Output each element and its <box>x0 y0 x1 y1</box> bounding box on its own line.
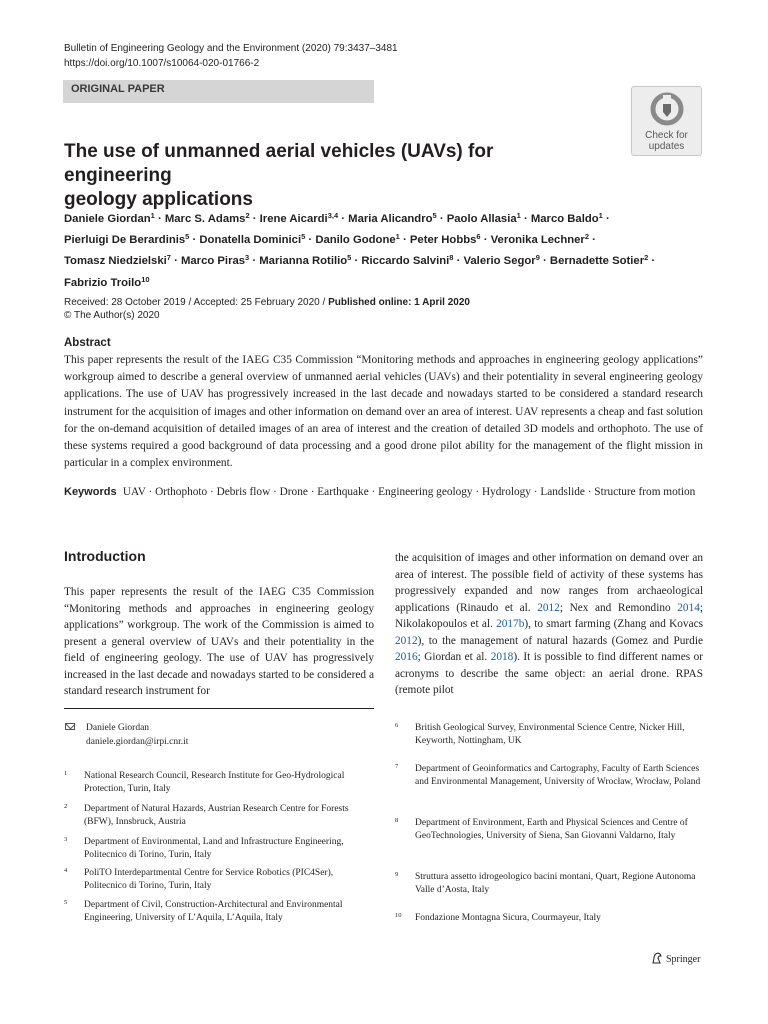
abstract-heading: Abstract <box>64 337 111 349</box>
citation-link[interactable]: 2018 <box>490 651 514 663</box>
author-name[interactable]: Irene Aicardi <box>259 213 328 225</box>
publisher-name: Springer <box>666 954 701 965</box>
footnote-divider <box>64 708 374 709</box>
author-affiliation: 3,4 <box>327 211 339 220</box>
author-affiliation: 8 <box>449 253 454 263</box>
author-name[interactable]: Peter Hobbs <box>409 234 477 247</box>
affiliation-number: 1 <box>64 770 68 777</box>
author-name[interactable]: Daniele Giordan <box>64 213 151 225</box>
affiliation-text: Department of Environment, Earth and Physical Sciences and Centre of GeoTechnologies, University of Siena, San Giovanni Valdarno, Italy <box>415 818 688 841</box>
author-name[interactable]: Pierluigi De Berardinis <box>64 234 186 247</box>
citation-link[interactable]: 2016 <box>395 651 418 663</box>
citation-link[interactable]: 2012 <box>537 601 560 614</box>
springer-horse-icon <box>651 952 663 964</box>
affiliation-text: Fondazione Montagna Sicura, Courmayeur, Italy <box>415 913 601 923</box>
affiliation-number: 10 <box>395 912 402 919</box>
dates-line <box>64 296 470 309</box>
author-line: Daniele Giordan$^1$ · Marc S. Adams$^2$ · Irene Aicardi$^{3,4}$ · Maria Alicandro$^5$ · Paolo Allasia$^1$ · Marco Baldo$^1$ · <box>64 211 610 225</box>
affiliation-number: 6 <box>395 722 399 729</box>
author-name[interactable]: Tomasz Niedzielski <box>64 255 167 268</box>
article-type-banner <box>63 80 374 103</box>
affiliation-item <box>395 912 703 925</box>
intro-text: ). It is possible to find different names or acronyms to describe the same object: an aerial drone. RPAS (remote pilot <box>395 651 703 696</box>
affiliation-item <box>64 770 374 796</box>
introduction-heading: Introduction <box>64 548 146 564</box>
keywords-label: Keywords <box>64 486 117 498</box>
affiliation-number: 5 <box>64 899 68 906</box>
intro-text: ), to smart farming (Zhang and Kovacs <box>524 618 703 630</box>
author-affiliation: 1 <box>516 211 521 220</box>
author-line: Tomasz Niedzielski$^7$ · Marco Piras$^3$ · Marianna Rotilio$^5$ · Riccardo Salvini$^8$ · Valerio Segor$^9$ · Bernadette Sotier$^2$ · <box>64 253 656 268</box>
author-affiliation: 5 <box>347 253 352 263</box>
author-affiliation: 3 <box>245 253 250 263</box>
author-affiliation: 1 <box>395 232 400 242</box>
author-affiliation: 2 <box>644 253 649 263</box>
author-affiliation: 9 <box>535 253 540 263</box>
affiliation-item <box>395 817 703 843</box>
publisher-logo <box>651 952 700 965</box>
check-for-updates-badge[interactable] <box>631 86 702 156</box>
received-accepted: Received: 28 October 2019 / Accepted: 25 February 2020 / <box>64 297 329 308</box>
author-affiliation: 7 <box>166 253 171 263</box>
affiliation-text: National Research Council, Research Institute for Geo-Hydrological Protection, Turin, Italy <box>84 771 345 794</box>
intro-text: ; Nex and Remondino <box>559 601 678 614</box>
abstract-text: This paper represents the result of the IAEG C35 Commission “Monitoring methods and approaches in engineering geology applications” workgroup aimed to describe a general overview of unmanned aerial vehicles (UAVs) and their potentiality in several engineering geology applications. The use of UAV has progressively increased in the last decade and nowadays started to be considered a standard research instrument for the acquisition of images and other information on demand over an area of interest. UAV represents a cheap and fast solution for the on-demand acquisition of detailed images of an area of interest and the creation of detailed 3D models and orthophoto. The use of these systems required a good background of data processing and a good drone pilot ability for the management of the flight mission in particular in a complex environment. <box>64 354 703 470</box>
affiliation-item <box>64 867 374 893</box>
citation-link[interactable]: 2017b <box>496 618 525 630</box>
affiliation-number: 3 <box>64 836 68 843</box>
author-name[interactable]: Donatella Dominici <box>199 234 302 247</box>
author-line <box>64 271 704 292</box>
author-affiliation: 2 <box>245 211 250 220</box>
affiliation-number: 4 <box>64 867 68 874</box>
affiliation-item <box>64 899 374 925</box>
affiliation-item <box>395 871 703 897</box>
affiliation-text: British Geological Survey, Environmental Science Centre, Nicker Hill, Keyworth, Nottingham, UK <box>415 723 685 746</box>
author-name[interactable]: Fabrizio Troilo <box>64 276 142 289</box>
author-affiliation: 5 <box>432 211 437 220</box>
author-affiliation: 1 <box>150 211 155 220</box>
intro-text: ; Giordan et al. <box>417 651 491 663</box>
affiliation-item <box>64 836 374 862</box>
author-name[interactable]: Bernadette Sotier <box>549 255 645 268</box>
author-name[interactable]: Veronika Lechner <box>490 234 585 247</box>
crossmark-icon <box>650 92 684 126</box>
author-name[interactable]: Marc S. Adams <box>164 213 246 225</box>
corresponding-author <box>64 721 188 749</box>
contact-email[interactable]: daniele.giordan@irpi.cnr.it <box>86 737 189 747</box>
copyright-notice: © The Author(s) 2020 <box>64 310 160 321</box>
author-affiliation: 10 <box>141 274 150 284</box>
article-type-label: ORIGINAL PAPER <box>71 83 165 95</box>
contact-name: Daniele Giordan <box>86 723 150 733</box>
affiliation-text: Department of Natural Hazards, Austrian Research Centre for Forests (BFW), Innsbruck, Austria <box>84 804 349 827</box>
envelope-icon <box>65 723 75 730</box>
affiliation-item <box>395 722 703 748</box>
affiliation-number: 2 <box>64 803 68 810</box>
title-line-2: geology applications <box>64 189 253 210</box>
author-list <box>64 207 704 292</box>
journal-header <box>64 41 398 71</box>
author-name[interactable]: Marco Baldo <box>530 213 599 225</box>
author-affiliation: 5 <box>301 232 306 242</box>
intro-right-column <box>395 550 703 699</box>
keywords <box>64 484 703 501</box>
author-name[interactable]: Riccardo Salvini <box>361 255 450 268</box>
published-online: Published online: 1 April 2020 <box>328 297 470 308</box>
author-name[interactable]: Marianna Rotilio <box>259 255 348 268</box>
intro-text: the acquisition of images and other information on demand over an area of interest. The possible field of activity of these systems has progressively expanded and now ranges from archaeological applications (Rinaudo et al. <box>395 552 703 614</box>
citation-link[interactable]: 2014 <box>677 601 700 614</box>
author-name[interactable]: Maria Alicandro <box>348 213 433 225</box>
doi-link[interactable]: https://doi.org/10.1007/s10064-020-01766-2 <box>64 58 260 69</box>
affiliation-item <box>395 763 703 789</box>
paper-title <box>64 140 584 212</box>
author-name[interactable]: Valerio Segor <box>463 255 536 268</box>
affiliation-text: PoliTO Interdepartmental Centre for Service Robotics (PIC4Ser), Politecnico di Torino, Turin, Italy <box>84 868 334 891</box>
author-affiliation: 1 <box>598 211 603 220</box>
author-line: Pierluigi De Berardinis$^5$ · Donatella Dominici$^5$ · Danilo Godone$^1$ · Peter Hobbs$^6$ · Veronika Lechner$^2$ · <box>64 232 596 247</box>
intro-text: ; Nikolakopoulos et al. <box>395 601 703 630</box>
intro-left-column: This paper represents the result of the IAEG C35 Commission “Monitoring methods and approaches in engineering geology applications” workgroup. The work of the Commission is aimed to present a general overview of UAVs and their potentiality in the field of engineering geology. The use of UAV has progressively increased in the last decade and nowadays started to be considered a standard research instrument for <box>64 586 374 697</box>
affiliation-number: 7 <box>395 763 399 770</box>
affiliation-text: Department of Environmental, Land and Infrastructure Engineering, Politecnico di Torino, Turin, Italy <box>84 837 344 860</box>
affiliation-number: 8 <box>395 817 399 824</box>
article-history <box>64 296 470 322</box>
badge-line-1: Check for <box>645 130 688 141</box>
affiliation-text: Department of Geoinformatics and Cartography, Faculty of Earth Sciences and Environmental Management, University of Wrocław, Wrocław, Poland <box>415 764 701 787</box>
author-affiliation: 6 <box>476 232 481 242</box>
intro-text: ), to the management of natural hazards (Gomez and Purdie <box>417 634 703 647</box>
author-name[interactable]: Danilo Godone <box>315 234 396 247</box>
author-name[interactable]: Paolo Allasia <box>446 213 517 225</box>
author-affiliation: 5 <box>185 232 190 242</box>
affiliation-number: 9 <box>395 871 399 878</box>
affiliation-text: Struttura assetto idrogeologico bacini montani, Quart, Regione Autonoma Valle d’Aosta, Italy <box>415 872 696 895</box>
affiliation-item <box>64 803 374 829</box>
affiliation-text: Department of Civil, Construction-Architectural and Environmental Engineering, University of L’Aquila, L’Aquila, Italy <box>84 900 343 923</box>
journal-citation: Bulletin of Engineering Geology and the Environment (2020) 79:3437–3481 <box>64 43 398 54</box>
badge-line-2: updates <box>648 141 685 152</box>
author-affiliation: 2 <box>584 232 589 242</box>
citation-link[interactable]: 2012 <box>395 634 418 647</box>
title-line-1: The use of unmanned aerial vehicles (UAVs) for engineering <box>64 141 494 186</box>
keywords-list: UAV · Orthophoto · Debris flow · Drone · Earthquake · Engineering geology · Hydrology · Landslide · Structure from motion <box>122 486 696 498</box>
author-name[interactable]: Marco Piras <box>180 255 246 268</box>
